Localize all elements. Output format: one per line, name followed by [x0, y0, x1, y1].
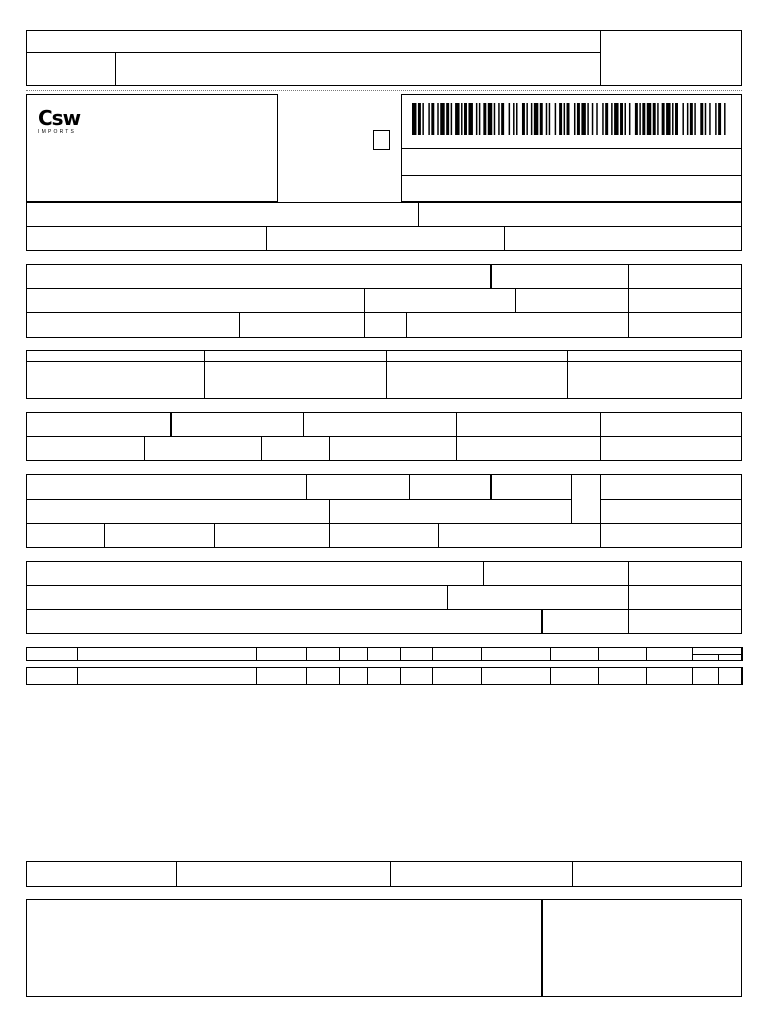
barcode-bar [540, 103, 543, 135]
barcode-bar [422, 103, 423, 135]
receipt-signature-cell [115, 52, 601, 86]
items-header-cell [646, 647, 693, 661]
barcode-bar [418, 103, 421, 135]
antt-code-cell [409, 474, 492, 500]
barcode-bar [513, 103, 514, 135]
additional-cell-7 [26, 609, 543, 634]
barcode-bar [715, 103, 716, 135]
duplicate-cell-2 [204, 350, 387, 399]
cnpj-cell [504, 226, 742, 251]
gross-weight-cell [438, 523, 601, 548]
issqn-cell-3 [390, 861, 573, 887]
barcode-bar [440, 103, 444, 135]
items-row-cell [256, 667, 307, 685]
barcode-bar [468, 103, 472, 135]
items-header-cell [306, 647, 340, 661]
items-row-cell [339, 667, 368, 685]
items-header-cell [598, 647, 647, 661]
barcode-bar [592, 103, 593, 135]
barcode-bar [559, 103, 562, 135]
barcode-bar [605, 103, 608, 135]
recipient-district-cell [364, 288, 516, 313]
barcode-bar [587, 103, 588, 135]
barcode-bar [516, 103, 517, 135]
receipt-date-cell [26, 52, 116, 86]
items-header-cell [77, 647, 257, 661]
vehicle-plate-cell [491, 474, 572, 500]
barcode-bar [574, 103, 575, 135]
vehicle-state-cell [571, 474, 601, 524]
recipient-city-cell [26, 312, 240, 338]
barcode-bar [555, 103, 556, 135]
barcode-bar [431, 103, 434, 135]
barcode-bar [682, 103, 683, 135]
receipt-number-cell [600, 30, 742, 86]
barcode-bar [690, 103, 693, 135]
recipient-name-cell [26, 264, 492, 289]
other-expenses-cell [329, 436, 457, 461]
barcode-bar [614, 103, 618, 135]
barcode-bar [653, 103, 656, 135]
items-row-cell [77, 667, 257, 685]
recipient-cnpj-cell [491, 264, 629, 289]
barcode-bar [546, 103, 547, 135]
additional-cell-8 [542, 609, 629, 634]
barcode-bar [642, 103, 645, 135]
items-header-cell [400, 647, 433, 661]
barcode-bar [501, 103, 504, 135]
company-logo [38, 108, 98, 136]
additional-cell-9 [628, 609, 742, 634]
barcode-bar [577, 103, 580, 135]
items-header-cell [256, 647, 307, 661]
recipient-state-cell [364, 312, 407, 338]
items-header-cell [432, 647, 482, 661]
exit-date-cell [628, 288, 742, 313]
barcode-bar [534, 103, 538, 135]
discount-cell [261, 436, 330, 461]
barcode-bar [705, 103, 706, 135]
net-weight-cell [600, 523, 742, 548]
items-header-rate-ipi [718, 654, 742, 661]
duplicate-cell-1 [26, 350, 205, 399]
reserved-fisco-box [541, 899, 742, 997]
recipient-ie-cell [406, 312, 629, 338]
additional-cell-2 [483, 561, 629, 586]
protocol-cell [418, 202, 742, 227]
icms-st-base-cell [303, 412, 457, 437]
items-header-rate-icms [692, 654, 719, 661]
tear-line [26, 90, 742, 91]
barcode-bar [428, 103, 429, 135]
recipient-address-cell [26, 288, 365, 313]
barcode-bar [620, 103, 623, 135]
recipient-zip-cell [515, 288, 629, 313]
carrier-city-cell [329, 499, 572, 524]
additional-cell-5 [447, 585, 629, 610]
barcode-bar [564, 103, 565, 135]
recipient-phone-cell [239, 312, 365, 338]
barcode-bar [687, 103, 688, 135]
carrier-address-cell [26, 499, 330, 524]
operation-type-box [373, 130, 390, 150]
items-row-cell [400, 667, 433, 685]
barcode-bar [522, 103, 525, 135]
barcode-bar [629, 103, 630, 135]
additional-cell-1 [26, 561, 484, 586]
barcode-bar [488, 103, 492, 135]
barcode-bar [672, 103, 673, 135]
quantity-cell [26, 523, 105, 548]
items-header-cell [481, 647, 551, 661]
items-header-cell [26, 647, 78, 661]
ipi-value-cell [456, 436, 601, 461]
barcode-bar [461, 103, 462, 135]
substitute-registration-cell [266, 226, 505, 251]
items-row-cell [646, 667, 693, 685]
icms-base-cell [26, 412, 172, 437]
brand-cell [214, 523, 330, 548]
barcode-bar [625, 103, 626, 135]
barcode-bar [596, 103, 597, 135]
invoice-total-cell [600, 436, 742, 461]
barcode-bar [694, 103, 695, 135]
duplicate-cell-3 [386, 350, 568, 399]
species-cell [104, 523, 215, 548]
barcode-bar [464, 103, 467, 135]
barcode-bar [635, 103, 638, 135]
items-header-cell [339, 647, 368, 661]
barcode-bar [412, 103, 416, 135]
items-row-cell [26, 667, 78, 685]
icms-st-value-cell [456, 412, 601, 437]
issqn-cell-2 [176, 861, 391, 887]
items-header-cell [550, 647, 599, 661]
items-row-cell [598, 667, 647, 685]
insurance-cell [144, 436, 262, 461]
barcode-bar [581, 103, 585, 135]
barcode-bar [437, 103, 438, 135]
freight-payer-cell [306, 474, 410, 500]
barcode-bar [700, 103, 703, 135]
products-total-cell [600, 412, 742, 437]
exit-time-cell [628, 312, 742, 338]
barcode-bar [602, 103, 603, 135]
items-header-cell [367, 647, 401, 661]
logo-mark: Csw [38, 106, 81, 130]
carrier-name-cell [26, 474, 307, 500]
items-row-cell [367, 667, 401, 685]
barcode-bar [657, 103, 658, 135]
barcode-bar [675, 103, 678, 135]
barcode-bar [647, 103, 651, 135]
additional-cell-4 [26, 585, 448, 610]
barcode-bar [666, 103, 670, 135]
barcode-bar [662, 103, 665, 135]
carrier-ie-cell [600, 499, 742, 524]
barcode-bar [549, 103, 550, 135]
barcode-bar [718, 103, 721, 135]
barcode-bar [455, 103, 459, 135]
barcode-bar [611, 103, 612, 135]
access-key-cell [401, 148, 742, 176]
barcode-bar [483, 103, 486, 135]
barcode-bar [526, 103, 527, 135]
issqn-cell-1 [26, 861, 177, 887]
issqn-cell-4 [572, 861, 742, 887]
issue-date-cell [628, 264, 742, 289]
items-row-cell [481, 667, 551, 685]
freight-cell [26, 436, 145, 461]
operation-nature-cell [26, 202, 419, 227]
icms-value-cell [171, 412, 304, 437]
state-registration-cell [26, 226, 267, 251]
barcode-bar [451, 103, 452, 135]
items-row-cell [550, 667, 599, 685]
duplicate-cell-4 [567, 350, 742, 399]
items-row-rate-ipi [718, 667, 742, 685]
items-row-cell [306, 667, 340, 685]
logo-subtitle: IMPORTS [38, 129, 77, 135]
barcode-bar [498, 103, 499, 135]
barcode-bar [567, 103, 570, 135]
barcode-bar [509, 103, 510, 135]
barcode-bar [639, 103, 640, 135]
barcode-bar [476, 103, 477, 135]
carrier-cnpj-cell [600, 474, 742, 500]
barcode [412, 103, 730, 135]
numbering-cell [329, 523, 439, 548]
additional-cell-6 [628, 585, 742, 610]
barcode-bar [531, 103, 532, 135]
barcode-bar [479, 103, 480, 135]
additional-cell-3 [628, 561, 742, 586]
barcode-bar [709, 103, 710, 135]
barcode-bar [494, 103, 495, 135]
authorization-cell [401, 175, 742, 202]
barcode-bar [446, 103, 449, 135]
barcode-bar [724, 103, 725, 135]
items-row-cell [432, 667, 482, 685]
